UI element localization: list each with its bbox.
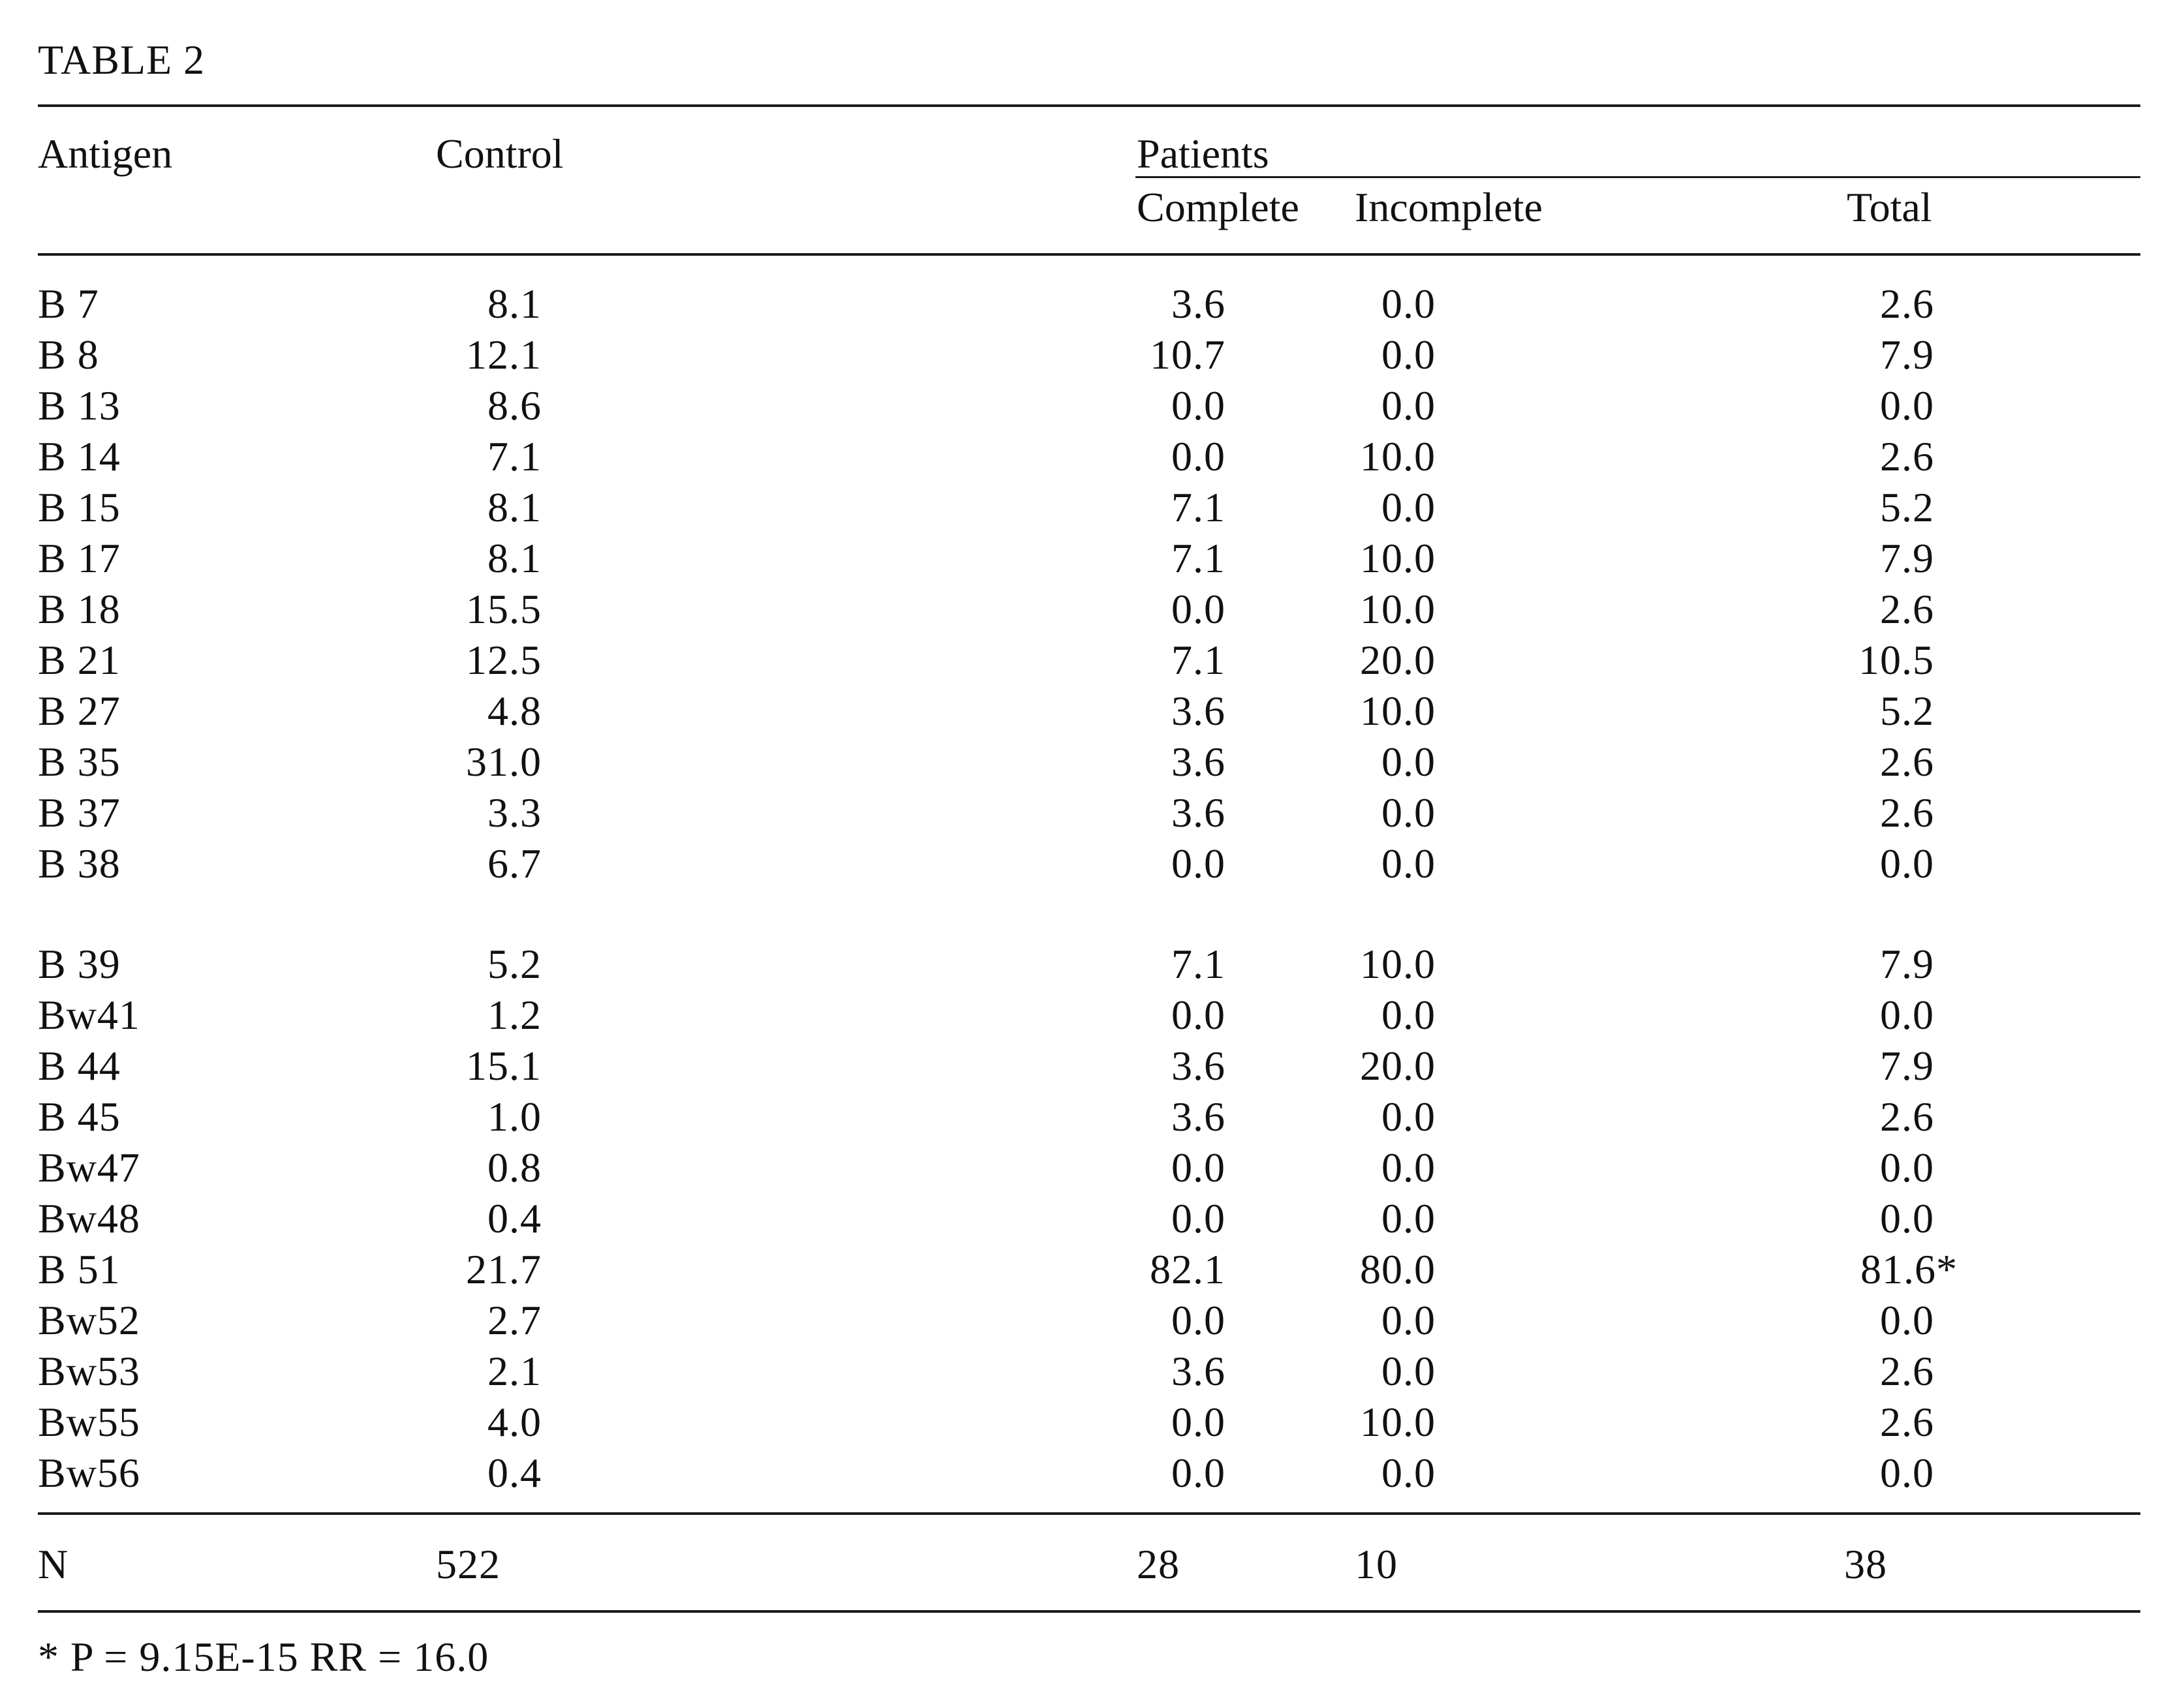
cell-antigen: B 7 [38, 281, 99, 327]
cell-control: 8.1 [487, 484, 542, 530]
cell-total: 7.9 [1880, 535, 1934, 581]
cell-control: 12.5 [466, 637, 542, 683]
cell-total: 2.6 [1880, 586, 1934, 632]
cell-complete: 0.0 [1171, 1297, 1225, 1343]
cell-total: 0.0 [1880, 382, 1934, 429]
cell-control: 4.0 [487, 1399, 542, 1445]
cell-control: 2.1 [487, 1348, 542, 1394]
cell-complete: 3.6 [1171, 1348, 1225, 1394]
header-incomplete: Incomplete [1355, 184, 1543, 230]
cell-total: 7.9 [1880, 941, 1934, 987]
cell-complete: 0.0 [1171, 840, 1225, 887]
cell-antigen: Bw41 [38, 992, 140, 1038]
cell-complete: 82.1 [1150, 1246, 1225, 1292]
cell-antigen: B 37 [38, 789, 121, 836]
cell-control: 2.7 [487, 1297, 542, 1343]
cell-complete: 7.1 [1171, 535, 1225, 581]
cell-total: 5.2 [1880, 484, 1934, 530]
cell-control: 8.1 [487, 281, 542, 327]
cell-total: 2.6 [1880, 1093, 1934, 1140]
cell-incomplete: 0.0 [1381, 382, 1436, 429]
cell-complete: 0.0 [1171, 1144, 1225, 1191]
bottom-rule [38, 1512, 2140, 1515]
cell-antigen: Bw55 [38, 1399, 140, 1445]
cell-total: 0.0 [1880, 840, 1934, 887]
cell-incomplete: 80.0 [1360, 1246, 1436, 1292]
cell-total: 5.2 [1880, 688, 1934, 734]
cell-antigen: Bw56 [38, 1450, 140, 1496]
cell-incomplete: 0.0 [1381, 1450, 1436, 1496]
top-rule [38, 104, 2140, 107]
totals-incomplete: 10 [1355, 1541, 1398, 1587]
footnote: * P = 9.15E-15 RR = 16.0 [38, 1634, 489, 1680]
cell-total: 2.6 [1880, 1348, 1934, 1394]
cell-antigen: B 38 [38, 840, 121, 887]
cell-antigen: B 39 [38, 941, 121, 987]
cell-antigen: B 21 [38, 637, 121, 683]
cell-control: 0.4 [487, 1195, 542, 1242]
cell-incomplete: 0.0 [1381, 331, 1436, 378]
cell-total: 7.9 [1880, 331, 1934, 378]
cell-incomplete: 0.0 [1381, 1093, 1436, 1140]
cell-control: 12.1 [466, 331, 542, 378]
totals-complete: 28 [1137, 1541, 1180, 1587]
cell-total: 0.0 [1880, 1297, 1934, 1343]
cell-control: 1.0 [487, 1093, 542, 1140]
cell-incomplete: 0.0 [1381, 1348, 1436, 1394]
cell-incomplete: 0.0 [1381, 1144, 1436, 1191]
cell-total: 0.0 [1880, 992, 1934, 1038]
footnote-rule [38, 1610, 2140, 1613]
totals-total: 38 [1844, 1541, 1887, 1587]
header-control: Control [436, 130, 564, 177]
cell-complete: 3.6 [1171, 1093, 1225, 1140]
cell-antigen: B 35 [38, 739, 121, 785]
cell-control: 3.3 [487, 789, 542, 836]
cell-control: 15.5 [466, 586, 542, 632]
cell-antigen: B 45 [38, 1093, 121, 1140]
cell-incomplete: 10.0 [1360, 586, 1436, 632]
cell-complete: 0.0 [1171, 1195, 1225, 1242]
cell-control: 6.7 [487, 840, 542, 887]
cell-complete: 3.6 [1171, 688, 1225, 734]
totals-control: 522 [436, 1541, 501, 1587]
cell-control: 0.8 [487, 1144, 542, 1191]
cell-control: 8.1 [487, 535, 542, 581]
cell-incomplete: 0.0 [1381, 484, 1436, 530]
cell-incomplete: 10.0 [1360, 941, 1436, 987]
patients-underline [1135, 176, 2140, 178]
cell-antigen: B 44 [38, 1043, 121, 1089]
cell-control: 7.1 [487, 433, 542, 480]
cell-antigen: B 13 [38, 382, 121, 429]
cell-incomplete: 0.0 [1381, 992, 1436, 1038]
cell-antigen: B 27 [38, 688, 121, 734]
cell-complete: 0.0 [1171, 1399, 1225, 1445]
cell-antigen: B 8 [38, 331, 99, 378]
cell-complete: 7.1 [1171, 637, 1225, 683]
cell-control: 5.2 [487, 941, 542, 987]
cell-complete: 3.6 [1171, 739, 1225, 785]
cell-control: 21.7 [466, 1246, 542, 1292]
cell-antigen: B 51 [38, 1246, 121, 1292]
cell-antigen: Bw53 [38, 1348, 140, 1394]
cell-incomplete: 0.0 [1381, 789, 1436, 836]
cell-complete: 0.0 [1171, 586, 1225, 632]
cell-control: 1.2 [487, 992, 542, 1038]
cell-total: 10.5 [1858, 637, 1934, 683]
cell-incomplete: 20.0 [1360, 637, 1436, 683]
cell-total: 0.0 [1880, 1450, 1934, 1496]
cell-incomplete: 0.0 [1381, 840, 1436, 887]
cell-total: 2.6 [1880, 789, 1934, 836]
cell-complete: 3.6 [1171, 281, 1225, 327]
header-total: Total [1847, 184, 1932, 230]
header-rule [38, 253, 2140, 256]
cell-antigen: B 15 [38, 484, 121, 530]
cell-incomplete: 0.0 [1381, 739, 1436, 785]
cell-incomplete: 0.0 [1381, 281, 1436, 327]
cell-control: 4.8 [487, 688, 542, 734]
cell-total: 2.6 [1880, 433, 1934, 480]
table-caption: TABLE 2 [38, 37, 206, 83]
totals-label: N [38, 1541, 69, 1587]
cell-incomplete: 10.0 [1360, 535, 1436, 581]
cell-control: 0.4 [487, 1450, 542, 1496]
cell-total: 81.6* [1860, 1246, 1958, 1292]
cell-incomplete: 0.0 [1381, 1195, 1436, 1242]
cell-control: 15.1 [466, 1043, 542, 1089]
cell-complete: 3.6 [1171, 789, 1225, 836]
cell-complete: 7.1 [1171, 941, 1225, 987]
header-antigen: Antigen [38, 130, 173, 177]
cell-incomplete: 20.0 [1360, 1043, 1436, 1089]
header-complete: Complete [1137, 184, 1299, 230]
cell-total: 0.0 [1880, 1195, 1934, 1242]
cell-antigen: B 18 [38, 586, 121, 632]
cell-complete: 0.0 [1171, 1450, 1225, 1496]
cell-total: 2.6 [1880, 281, 1934, 327]
cell-complete: 7.1 [1171, 484, 1225, 530]
cell-incomplete: 10.0 [1360, 688, 1436, 734]
header-patients: Patients [1137, 130, 1269, 177]
cell-complete: 0.0 [1171, 382, 1225, 429]
cell-incomplete: 10.0 [1360, 433, 1436, 480]
cell-antigen: Bw48 [38, 1195, 140, 1242]
cell-total: 2.6 [1880, 739, 1934, 785]
cell-complete: 3.6 [1171, 1043, 1225, 1089]
cell-antigen: Bw52 [38, 1297, 140, 1343]
cell-antigen: B 17 [38, 535, 121, 581]
cell-total: 2.6 [1880, 1399, 1934, 1445]
cell-total: 7.9 [1880, 1043, 1934, 1089]
cell-incomplete: 10.0 [1360, 1399, 1436, 1445]
cell-total: 0.0 [1880, 1144, 1934, 1191]
cell-incomplete: 0.0 [1381, 1297, 1436, 1343]
cell-complete: 0.0 [1171, 992, 1225, 1038]
cell-control: 8.6 [487, 382, 542, 429]
cell-complete: 0.0 [1171, 433, 1225, 480]
cell-complete: 10.7 [1150, 331, 1225, 378]
cell-antigen: B 14 [38, 433, 121, 480]
cell-control: 31.0 [466, 739, 542, 785]
cell-antigen: Bw47 [38, 1144, 140, 1191]
